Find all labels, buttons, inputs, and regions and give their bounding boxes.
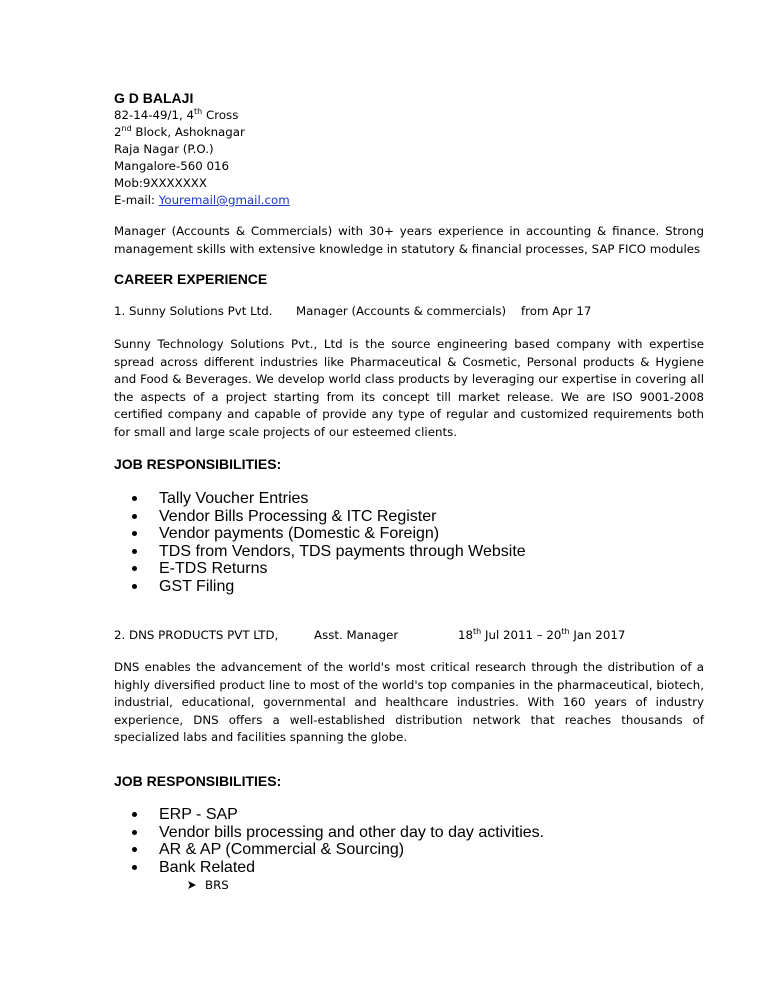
list-item-text: TDS from Vendors, TDS payments through Website bbox=[159, 542, 526, 560]
list-item-text: Vendor bills processing and other day to day activities. bbox=[159, 823, 545, 841]
address-line-2-text: 2 bbox=[114, 125, 122, 139]
list-item bbox=[130, 490, 526, 508]
list-item bbox=[130, 841, 544, 859]
list-item bbox=[130, 806, 544, 824]
candidate-name: G D BALAJI bbox=[114, 90, 194, 106]
job-2-period-start-day: 18 bbox=[458, 628, 474, 642]
list-item-text: Vendor payments (Domestic & Foreign) bbox=[159, 525, 440, 543]
email-line bbox=[114, 192, 290, 210]
job-2-period-end: Jan 2017 bbox=[569, 628, 626, 642]
job-1-role: Manager (Accounts & commercials) bbox=[296, 304, 507, 318]
bullet-icon bbox=[132, 847, 137, 852]
job-1-responsibilities-heading: JOB RESPONSIBILITIES: bbox=[114, 456, 282, 472]
bullet-icon bbox=[132, 531, 137, 536]
job-2-company: 2. DNS PRODUCTS PVT LTD, bbox=[114, 628, 279, 642]
list-item-text: Bank Related bbox=[159, 858, 256, 876]
bullet-icon bbox=[132, 584, 137, 589]
list-item-text: AR & AP (Commercial & Sourcing) bbox=[159, 841, 405, 859]
address-line-2-sup: nd bbox=[121, 124, 132, 134]
address-line-2 bbox=[114, 124, 245, 142]
job-2-period-end-sup: th bbox=[561, 627, 570, 637]
address-line-3: Raja Nagar (P.O.) bbox=[114, 142, 214, 156]
list-item bbox=[130, 578, 526, 596]
list-item-text: GST Filing bbox=[159, 577, 235, 595]
list-item bbox=[130, 859, 544, 877]
job-2-description: DNS enables the advancement of the world's most critical research through the distribution of a highly diversified product line to most of the world's top companies in the pharmaceutical, biotech, industrial, educational, governmental and healthcare industries. With 160 years of industry experience, DNS offers a well-established distribution network that reaches thousands of specialized labs and facilities spanning the globe. bbox=[114, 660, 704, 745]
address-line-2-suffix: Block, Ashoknagar bbox=[131, 125, 245, 139]
bullet-icon bbox=[132, 496, 137, 501]
list-item-text: E-TDS Returns bbox=[159, 560, 268, 578]
sub-list-item-text: BRS bbox=[205, 878, 229, 892]
arrow-bullet-icon bbox=[187, 880, 197, 890]
address-line-1-text: 82-14-49/1, 4 bbox=[114, 108, 195, 122]
address-line-1-suffix: Cross bbox=[202, 108, 239, 122]
email-link[interactable]: Youremail@gmail.com bbox=[158, 193, 290, 207]
address-line-1 bbox=[114, 107, 238, 125]
job-1-period: from Apr 17 bbox=[521, 304, 592, 318]
bullet-icon bbox=[132, 566, 137, 571]
bullet-icon bbox=[132, 865, 137, 870]
job-1-company: 1. Sunny Solutions Pvt Ltd. bbox=[114, 304, 273, 318]
sub-list-item bbox=[187, 877, 229, 895]
job-2-period bbox=[458, 627, 625, 645]
email-label: E-mail: bbox=[114, 193, 159, 207]
job-1-responsibilities-list bbox=[130, 490, 526, 596]
job-2-period-start-sup: th bbox=[473, 627, 482, 637]
bullet-icon bbox=[132, 830, 137, 835]
career-experience-heading: CAREER EXPERIENCE bbox=[114, 271, 268, 287]
address-line-1-sup: th bbox=[194, 107, 203, 117]
summary-paragraph: Manager (Accounts & Commercials) with 30+ years experience in accounting & finance. Strong management skills with extensive knowledge in statutory & financial processes, SAP FICO modules bbox=[114, 224, 704, 256]
address-line-4: Mangalore-560 016 bbox=[114, 159, 229, 173]
job-2-period-middle: Jul 2011 – 20 bbox=[481, 628, 562, 642]
mobile-number: Mob:9XXXXXXX bbox=[114, 176, 207, 190]
list-item-text: ERP - SAP bbox=[159, 806, 238, 823]
list-item-text: Tally Voucher Entries bbox=[159, 490, 309, 507]
bullet-icon bbox=[132, 514, 137, 519]
job-2-role: Asst. Manager bbox=[314, 628, 399, 642]
list-item-text: Vendor Bills Processing & ITC Register bbox=[159, 507, 437, 525]
list-item bbox=[130, 543, 526, 561]
job-2-responsibilities-list bbox=[130, 806, 544, 876]
bullet-icon bbox=[132, 549, 137, 554]
job-1-description: Sunny Technology Solutions Pvt., Ltd is the source engineering based company with expertise spread across different industries like Pharmaceutical & Cosmetic, Personal products & Hygiene and Food & Beverages. We develop world class products by leveraging our expertise in covering all the aspects of a project starting from its concept till market release. We are ISO 9001-2008 certified company and capable of provide any type of regular and customized requirements both for small and large scale projects of our esteemed clients. bbox=[114, 337, 704, 439]
list-item bbox=[130, 824, 544, 842]
bullet-icon bbox=[132, 812, 137, 817]
job-2-responsibilities-heading: JOB RESPONSIBILITIES: bbox=[114, 773, 282, 789]
list-item bbox=[130, 508, 526, 526]
list-item bbox=[130, 525, 526, 543]
list-item bbox=[130, 560, 526, 578]
